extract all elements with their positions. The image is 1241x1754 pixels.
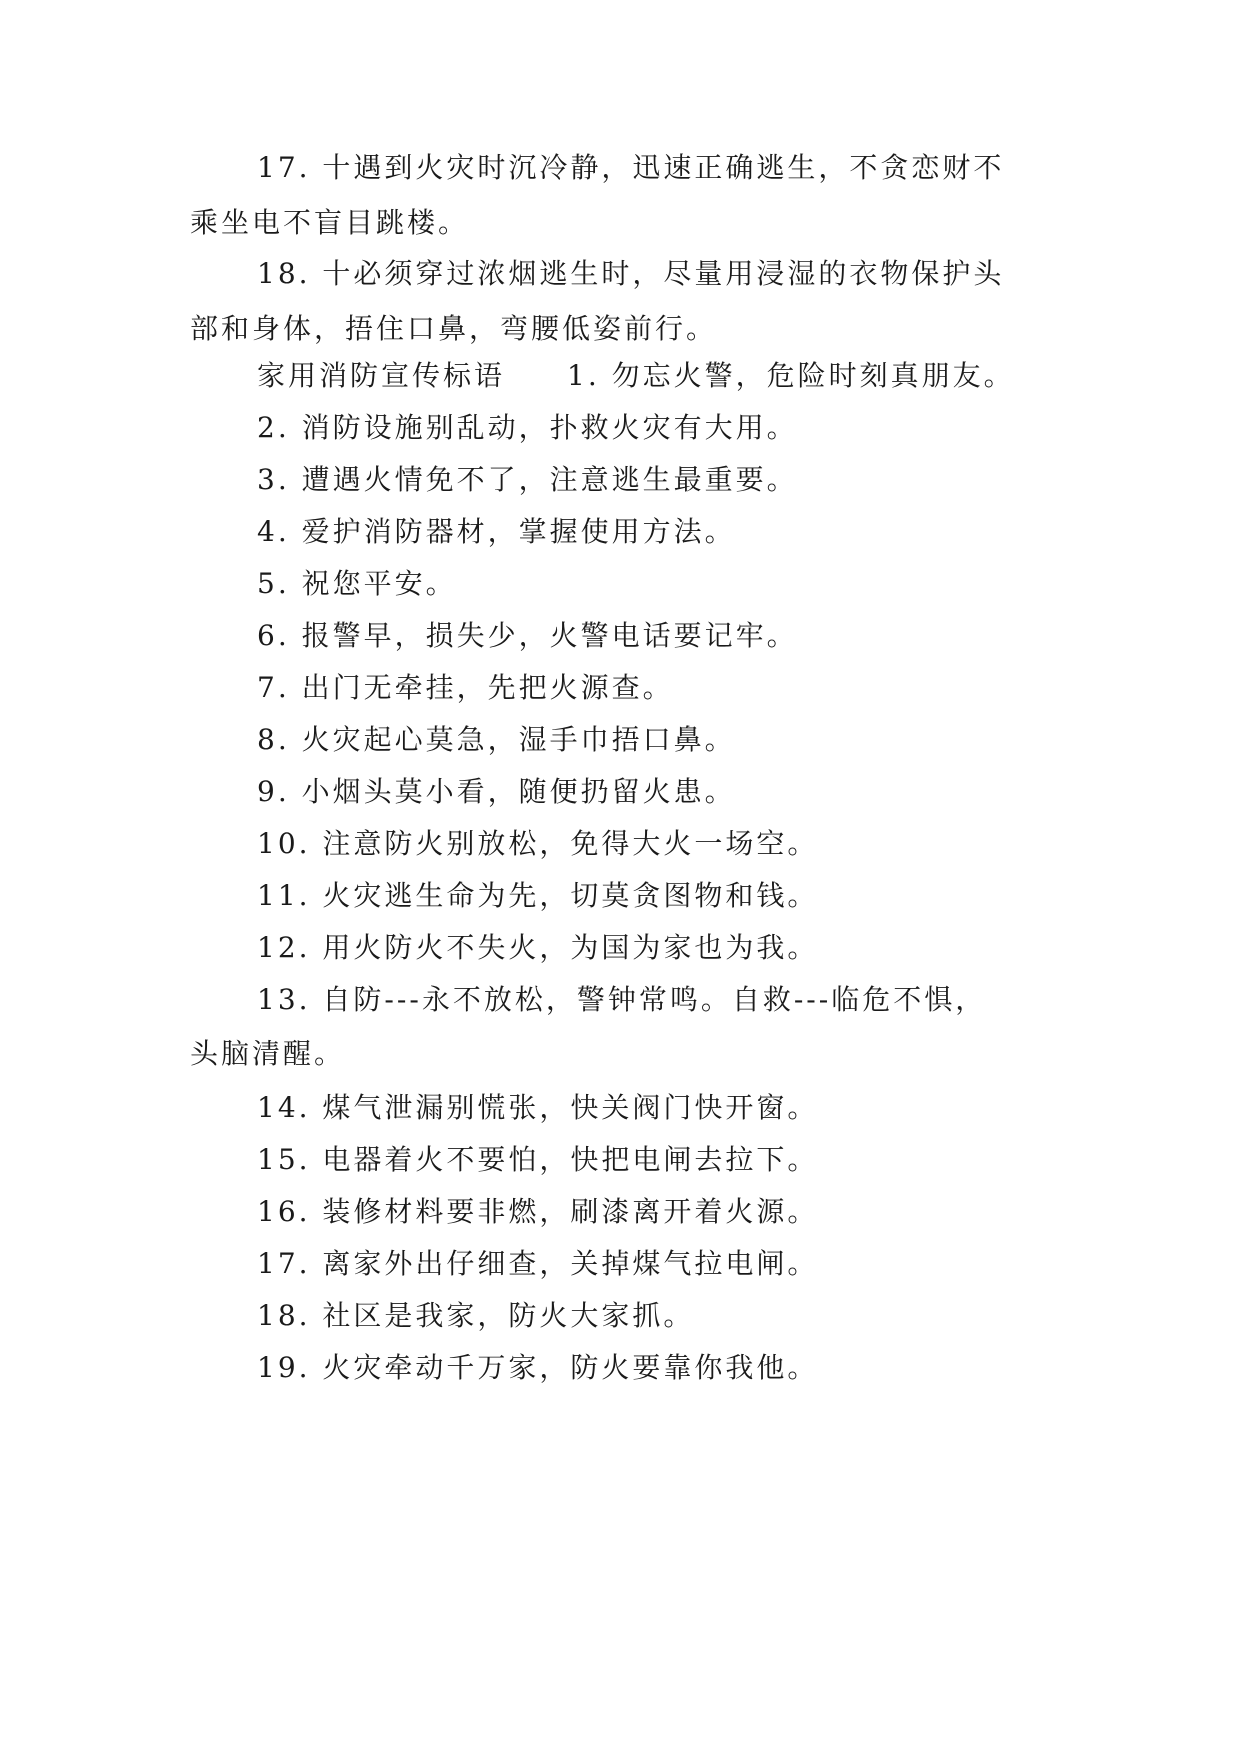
slogan-item: 11. 火灾逃生命为先，切莫贪图物和钱。 — [257, 879, 819, 912]
slogan-item: 8. 火灾起心莫急，湿手巾捂口鼻。 — [257, 723, 736, 756]
slogan-item-13-line-1: 13. 自防---永不放松，警钟常鸣。自救---临危不惧， — [257, 983, 987, 1016]
slogan-item: 18. 社区是我家，防火大家抓。 — [257, 1299, 695, 1332]
paragraph-18-line-1: 18. 十必须穿过浓烟逃生时，尽量用浸湿的衣物保护头 — [257, 257, 1005, 290]
slogan-item: 15. 电器着火不要怕，快把电闸去拉下。 — [257, 1143, 819, 1176]
slogan-item: 17. 离家外出仔细查，关掉煤气拉电闸。 — [257, 1247, 819, 1280]
slogan-item: 9. 小烟头莫小看，随便扔留火患。 — [257, 775, 736, 808]
slogan-item: 19. 火灾牵动千万家，防火要靠你我他。 — [257, 1351, 819, 1384]
slogan-item: 2. 消防设施别乱动，扑救火灾有大用。 — [257, 411, 798, 444]
slogan-item: 10. 注意防火别放松，免得大火一场空。 — [257, 827, 819, 860]
slogan-item: 4. 爱护消防器材，掌握使用方法。 — [257, 515, 736, 548]
paragraph-17-line-2: 乘坐电不盲目跳楼。 — [190, 206, 470, 239]
slogan-item: 3. 遭遇火情免不了，注意逃生最重要。 — [257, 463, 798, 496]
slogan-item: 7. 出门无牵挂，先把火源查。 — [257, 671, 674, 704]
slogan-item: 6. 报警早，损失少，火警电话要记牢。 — [257, 619, 798, 652]
section-title: 家用消防宣传标语 — [257, 359, 506, 392]
section-heading-row — [257, 358, 1015, 394]
slogan-item: 16. 装修材料要非燃，刷漆离开着火源。 — [257, 1195, 819, 1228]
slogan-item: 12. 用火防火不失火，为国为家也为我。 — [257, 931, 819, 964]
slogan-item-13-line-2: 头脑清醒。 — [190, 1037, 346, 1070]
slogan-item: 14. 煤气泄漏别慌张，快关阀门快开窗。 — [257, 1091, 819, 1124]
slogan-item: 5. 祝您平安。 — [257, 567, 457, 600]
paragraph-17-line-1: 17. 十遇到火灾时沉冷静，迅速正确逃生，不贪恋财不 — [257, 151, 1005, 184]
paragraph-18-line-2: 部和身体，捂住口鼻，弯腰低姿前行。 — [190, 312, 718, 345]
slogan-item-1: 1. 勿忘火警，危险时刻真朋友。 — [567, 359, 1015, 392]
